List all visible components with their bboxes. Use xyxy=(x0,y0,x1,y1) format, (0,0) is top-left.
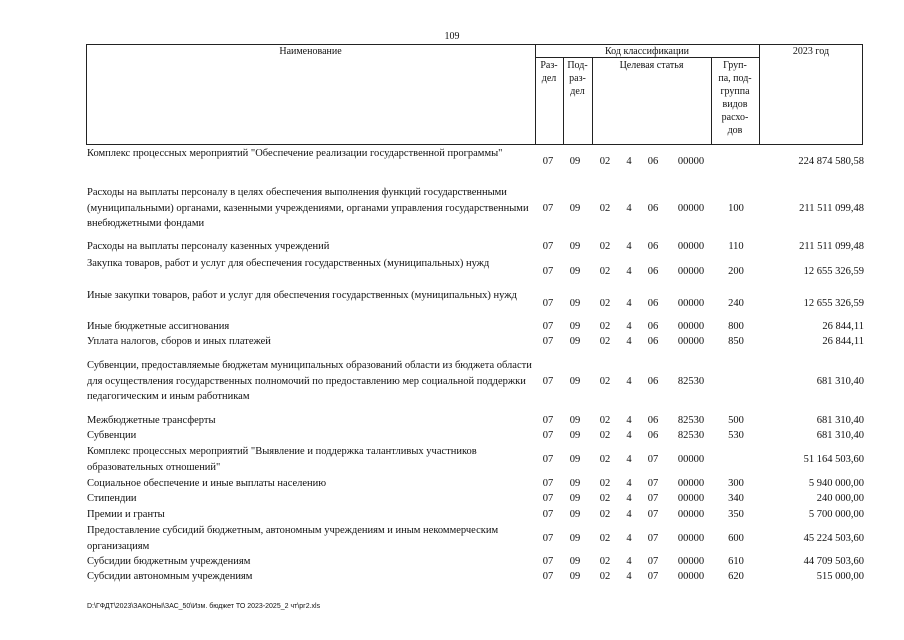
header-year: 2023 год xyxy=(792,46,830,57)
row-podrazdel: 09 xyxy=(569,533,581,544)
row-group: 850 xyxy=(728,336,744,347)
row-code-2: 4 xyxy=(626,556,632,567)
row-podrazdel: 09 xyxy=(569,266,581,277)
row-code-1: 02 xyxy=(599,509,611,520)
row-group: 200 xyxy=(728,266,744,277)
row-name: Межбюджетные трансферты xyxy=(87,415,216,426)
row-code-4: 00000 xyxy=(677,298,705,309)
table-row xyxy=(0,413,904,429)
row-amount: 51 164 503,60 xyxy=(803,454,864,465)
row-code-1: 02 xyxy=(599,533,611,544)
row-amount: 211 511 099,48 xyxy=(799,203,864,214)
table-row xyxy=(0,256,904,288)
page-number: 109 xyxy=(444,31,460,42)
row-amount: 224 874 580,58 xyxy=(798,156,864,167)
header-podrazdel: Под- раз- дел xyxy=(567,60,588,97)
row-podrazdel: 09 xyxy=(569,415,581,426)
row-name: Комплекс процессных мероприятий "Выявление и поддержка талантливых участников образовательных отношений" xyxy=(87,446,477,473)
row-code-4: 00000 xyxy=(677,509,705,520)
row-podrazdel: 09 xyxy=(569,203,581,214)
row-code-2: 4 xyxy=(626,298,632,309)
table-row xyxy=(0,491,904,507)
row-name: Премии и гранты xyxy=(87,509,165,520)
row-podrazdel: 09 xyxy=(569,478,581,489)
row-amount: 12 655 326,59 xyxy=(803,298,864,309)
row-podrazdel: 09 xyxy=(569,454,581,465)
row-group: 300 xyxy=(728,478,744,489)
row-code-4: 82530 xyxy=(677,376,705,387)
header-group: Груп- па, под- группа видов расхо- дов xyxy=(718,60,752,136)
row-code-4: 00000 xyxy=(677,203,705,214)
row-code-1: 02 xyxy=(599,336,611,347)
table-row xyxy=(0,444,904,476)
row-razdel: 07 xyxy=(542,493,554,504)
header-razdel: Раз- дел xyxy=(540,60,558,84)
row-name: Стипендии xyxy=(87,493,137,504)
row-podrazdel: 09 xyxy=(569,493,581,504)
row-code-2: 4 xyxy=(626,571,632,582)
row-amount: 681 310,40 xyxy=(816,430,864,441)
row-code-3: 06 xyxy=(647,203,659,214)
row-name: Иные бюджетные ассигнования xyxy=(87,321,230,332)
table-row xyxy=(0,319,904,335)
row-code-1: 02 xyxy=(599,556,611,567)
header-target: Целевая статья xyxy=(619,60,684,71)
row-group: 620 xyxy=(728,571,744,582)
header-code: Код классификации xyxy=(604,46,690,57)
row-podrazdel: 09 xyxy=(569,571,581,582)
row-code-3: 06 xyxy=(647,321,659,332)
row-razdel: 07 xyxy=(542,298,554,309)
row-code-1: 02 xyxy=(599,376,611,387)
row-code-1: 02 xyxy=(599,298,611,309)
row-podrazdel: 09 xyxy=(569,321,581,332)
row-code-3: 07 xyxy=(647,478,659,489)
row-name: Закупка товаров, работ и услуг для обеспечения государственных (муниципальных) нужд xyxy=(87,258,490,269)
row-code-3: 07 xyxy=(647,509,659,520)
row-code-3: 07 xyxy=(647,556,659,567)
row-razdel: 07 xyxy=(542,509,554,520)
row-code-2: 4 xyxy=(626,241,632,252)
row-group: 240 xyxy=(728,298,744,309)
row-amount: 45 224 503,60 xyxy=(803,533,864,544)
row-code-1: 02 xyxy=(599,454,611,465)
row-amount: 515 000,00 xyxy=(816,571,864,582)
row-code-3: 06 xyxy=(647,336,659,347)
row-code-4: 00000 xyxy=(677,156,705,167)
row-podrazdel: 09 xyxy=(569,156,581,167)
table-row xyxy=(0,334,904,350)
row-code-2: 4 xyxy=(626,478,632,489)
row-code-2: 4 xyxy=(626,203,632,214)
file-path-footer: D:\ГФДТ\2023\ЗАКОНЫ\ЗАС_50\Изм. бюджет ТО 2023-2025_2 чт\рг2.xls xyxy=(87,603,321,610)
row-code-4: 00000 xyxy=(677,571,705,582)
row-razdel: 07 xyxy=(542,571,554,582)
row-group: 530 xyxy=(728,430,744,441)
row-amount: 44 709 503,60 xyxy=(803,556,864,567)
row-code-2: 4 xyxy=(626,266,632,277)
row-code-1: 02 xyxy=(599,415,611,426)
row-code-4: 00000 xyxy=(677,336,705,347)
row-code-4: 00000 xyxy=(677,533,705,544)
row-code-3: 06 xyxy=(647,298,659,309)
row-name: Предоставление субсидий бюджетным, автономным учреждениям и иным некоммерческим организациям xyxy=(87,525,499,552)
row-code-2: 4 xyxy=(626,509,632,520)
row-amount: 5 940 000,00 xyxy=(808,478,864,489)
row-razdel: 07 xyxy=(542,556,554,567)
row-amount: 211 511 099,48 xyxy=(799,241,864,252)
row-podrazdel: 09 xyxy=(569,430,581,441)
row-name: Субвенции xyxy=(87,430,137,441)
row-podrazdel: 09 xyxy=(569,241,581,252)
row-code-2: 4 xyxy=(626,493,632,504)
row-razdel: 07 xyxy=(542,336,554,347)
row-code-2: 4 xyxy=(626,430,632,441)
row-code-4: 82530 xyxy=(677,415,705,426)
row-razdel: 07 xyxy=(542,156,554,167)
row-code-3: 07 xyxy=(647,493,659,504)
row-group: 800 xyxy=(728,321,744,332)
row-amount: 26 844,11 xyxy=(822,336,864,347)
row-code-2: 4 xyxy=(626,533,632,544)
row-code-3: 06 xyxy=(647,156,659,167)
row-code-2: 4 xyxy=(626,336,632,347)
row-name: Расходы на выплаты персоналу в целях обеспечения выполнения функций государственными (муниципальными) органами, казенными учреждениями, органами управления государственными внебюджетными фондами xyxy=(87,187,529,229)
table-row xyxy=(0,288,904,320)
row-group: 110 xyxy=(728,241,744,252)
row-amount: 681 310,40 xyxy=(816,376,864,387)
header-name: Наименование xyxy=(279,46,342,57)
row-code-2: 4 xyxy=(626,156,632,167)
row-amount: 5 700 000,00 xyxy=(808,509,864,520)
row-code-3: 06 xyxy=(647,430,659,441)
row-name: Субсидии автономным учреждениям xyxy=(87,571,253,582)
row-code-4: 00000 xyxy=(677,266,705,277)
row-razdel: 07 xyxy=(542,430,554,441)
row-code-2: 4 xyxy=(626,321,632,332)
row-code-3: 06 xyxy=(647,415,659,426)
table-row xyxy=(0,476,904,492)
row-podrazdel: 09 xyxy=(569,298,581,309)
row-razdel: 07 xyxy=(542,321,554,332)
row-code-1: 02 xyxy=(599,571,611,582)
row-code-1: 02 xyxy=(599,241,611,252)
row-amount: 26 844,11 xyxy=(822,321,864,332)
row-code-4: 00000 xyxy=(677,478,705,489)
row-razdel: 07 xyxy=(542,533,554,544)
row-amount: 681 310,40 xyxy=(816,415,864,426)
row-amount: 240 000,00 xyxy=(816,493,864,504)
row-name: Расходы на выплаты персоналу казенных учреждений xyxy=(87,241,330,252)
row-razdel: 07 xyxy=(542,454,554,465)
row-code-1: 02 xyxy=(599,493,611,504)
row-code-3: 06 xyxy=(647,376,659,387)
row-razdel: 07 xyxy=(542,241,554,252)
row-code-2: 4 xyxy=(626,415,632,426)
row-code-1: 02 xyxy=(599,266,611,277)
row-razdel: 07 xyxy=(542,203,554,214)
row-podrazdel: 09 xyxy=(569,376,581,387)
table-row xyxy=(0,569,904,585)
row-code-4: 00000 xyxy=(677,321,705,332)
row-group: 340 xyxy=(728,493,744,504)
row-code-3: 07 xyxy=(647,571,659,582)
row-code-1: 02 xyxy=(599,203,611,214)
table-row xyxy=(0,428,904,444)
row-razdel: 07 xyxy=(542,478,554,489)
row-code-4: 00000 xyxy=(677,454,705,465)
row-code-3: 06 xyxy=(647,241,659,252)
row-podrazdel: 09 xyxy=(569,556,581,567)
row-code-2: 4 xyxy=(626,376,632,387)
row-group: 600 xyxy=(728,533,744,544)
row-code-4: 00000 xyxy=(677,493,705,504)
row-razdel: 07 xyxy=(542,376,554,387)
row-code-1: 02 xyxy=(599,430,611,441)
row-name: Иные закупки товаров, работ и услуг для обеспечения государственных (муниципальных) нужд xyxy=(87,290,517,301)
row-code-1: 02 xyxy=(599,156,611,167)
row-name: Субсидии бюджетным учреждениям xyxy=(87,556,251,567)
row-code-4: 82530 xyxy=(677,430,705,441)
row-razdel: 07 xyxy=(542,415,554,426)
row-group: 610 xyxy=(728,556,744,567)
table-row xyxy=(0,523,904,555)
row-code-1: 02 xyxy=(599,321,611,332)
row-podrazdel: 09 xyxy=(569,509,581,520)
table-row xyxy=(0,146,904,178)
row-code-3: 07 xyxy=(647,454,659,465)
header-divider xyxy=(759,44,760,145)
row-code-3: 07 xyxy=(647,533,659,544)
row-group: 100 xyxy=(728,203,744,214)
row-code-3: 06 xyxy=(647,266,659,277)
table-row xyxy=(0,185,904,233)
row-code-4: 00000 xyxy=(677,241,705,252)
row-name: Субвенции, предоставляемые бюджетам муниципальных образований области из бюджета области для осуществления государственных полномочий по предоставлению мер социальной поддержки педагогическим и иным работникам xyxy=(87,360,532,402)
row-code-1: 02 xyxy=(599,478,611,489)
row-amount: 12 655 326,59 xyxy=(803,266,864,277)
table-row xyxy=(0,554,904,570)
row-name: Комплекс процессных мероприятий "Обеспечение реализации государственной программы" xyxy=(87,148,503,159)
row-code-2: 4 xyxy=(626,454,632,465)
row-group: 500 xyxy=(728,415,744,426)
row-code-4: 00000 xyxy=(677,556,705,567)
row-group: 350 xyxy=(728,509,744,520)
row-podrazdel: 09 xyxy=(569,336,581,347)
table-row xyxy=(0,239,904,255)
row-name: Уплата налогов, сборов и иных платежей xyxy=(87,336,271,347)
table-row xyxy=(0,358,904,406)
table-row xyxy=(0,507,904,523)
row-razdel: 07 xyxy=(542,266,554,277)
row-name: Социальное обеспечение и иные выплаты населению xyxy=(87,478,327,489)
